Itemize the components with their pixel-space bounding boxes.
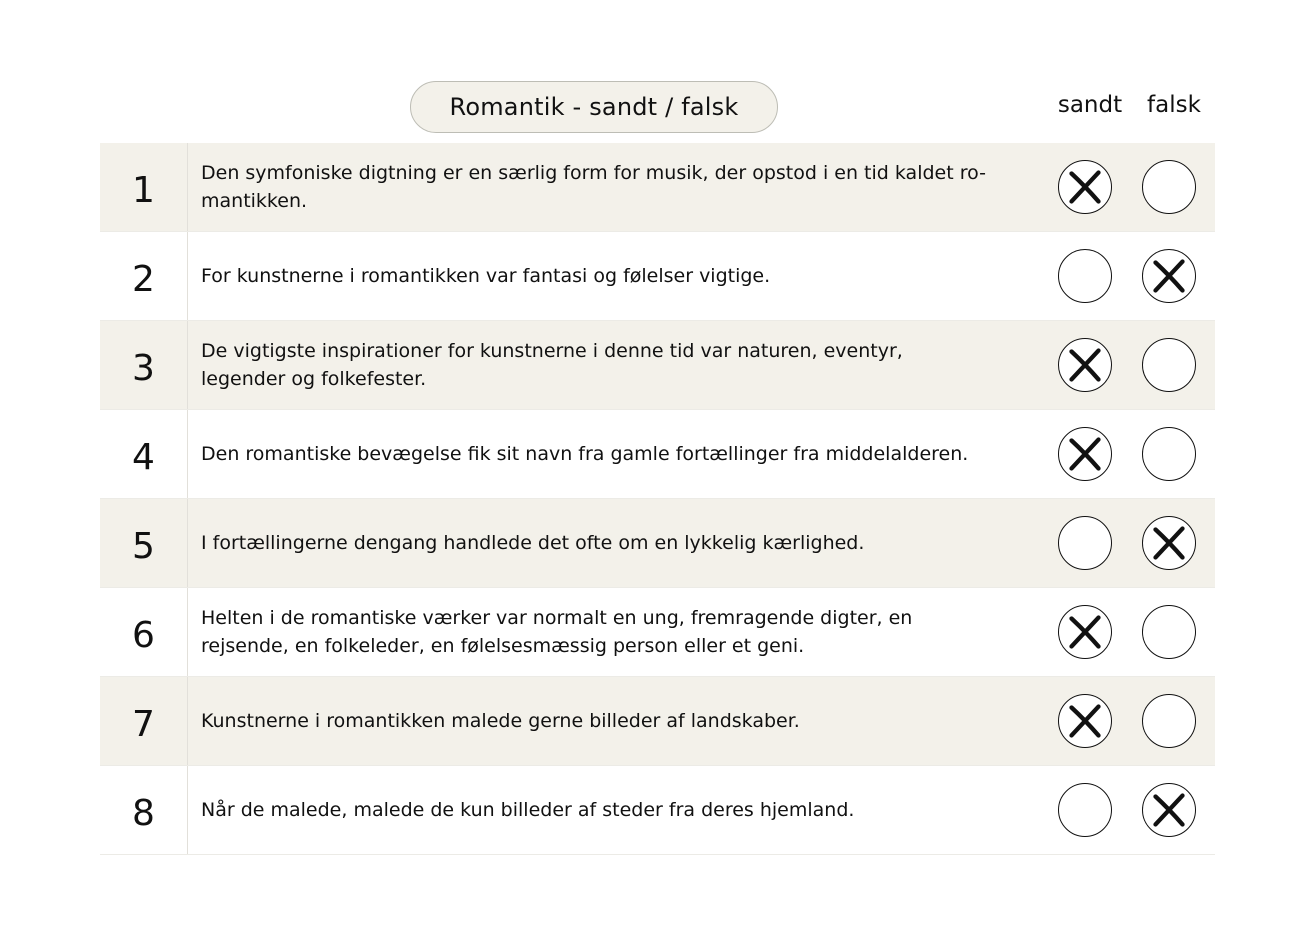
statement-text: For kunstnerne i romantikken var fantasi og følelser vigtige. [201, 265, 771, 287]
x-mark-icon [1143, 250, 1195, 302]
x-mark-icon [1059, 606, 1111, 658]
falsk-checkbox[interactable] [1142, 605, 1196, 659]
column-header-falsk: falsk [1147, 92, 1201, 118]
statement-number: 2 [100, 232, 188, 320]
statement-row [100, 588, 1215, 677]
statement-number: 6 [100, 588, 188, 676]
x-mark-icon [1059, 695, 1111, 747]
falsk-checkbox[interactable] [1142, 783, 1196, 837]
sandt-checkbox[interactable] [1058, 249, 1112, 303]
falsk-checkbox[interactable] [1142, 516, 1196, 570]
sandt-checkbox[interactable] [1058, 516, 1112, 570]
statement-row [100, 677, 1215, 766]
column-header-sandt: sandt [1057, 92, 1123, 118]
statement-text: Den symfoniske digtning er en særlig form for musik, der opstod i en tid kaldet ro- mantikken. [201, 162, 986, 212]
statement-row [100, 499, 1215, 588]
falsk-checkbox[interactable] [1142, 249, 1196, 303]
statement-text: I fortællingerne dengang handlede det ofte om en lykkelig kærlighed. [201, 532, 865, 554]
sandt-checkbox[interactable] [1058, 694, 1112, 748]
statement-row [100, 143, 1215, 232]
x-mark-icon [1059, 161, 1111, 213]
sandt-checkbox[interactable] [1058, 427, 1112, 481]
statement-number: 5 [100, 499, 188, 587]
statement-number: 4 [100, 410, 188, 498]
sandt-checkbox[interactable] [1058, 783, 1112, 837]
statement-row [100, 321, 1215, 410]
statement-number: 8 [100, 766, 188, 854]
statement-row [100, 766, 1215, 855]
statement-number: 7 [100, 677, 188, 765]
worksheet-title: Romantik - sandt / falsk [410, 81, 778, 133]
statement-row [100, 410, 1215, 499]
sandt-checkbox[interactable] [1058, 338, 1112, 392]
falsk-checkbox[interactable] [1142, 338, 1196, 392]
statement-text: Når de malede, malede de kun billeder af steder fra deres hjemland. [201, 799, 855, 821]
sandt-checkbox[interactable] [1058, 605, 1112, 659]
sandt-checkbox[interactable] [1058, 160, 1112, 214]
statement-text: De vigtigste inspirationer for kunstnerne i denne tid var naturen, eventyr, legender og folkefester. [201, 340, 903, 390]
statement-number: 3 [100, 321, 188, 409]
statement-number: 1 [100, 143, 188, 231]
x-mark-icon [1143, 517, 1195, 569]
x-mark-icon [1143, 784, 1195, 836]
falsk-checkbox[interactable] [1142, 160, 1196, 214]
statement-row [100, 232, 1215, 321]
statement-text: Den romantiske bevægelse fik sit navn fra gamle fortællinger fra middelalderen. [201, 443, 969, 465]
statement-text: Helten i de romantiske værker var normalt en ung, fremragende digter, en rejsende, en folkeleder, en følelsesmæssig person eller et geni. [201, 607, 913, 657]
statements-table [100, 143, 1215, 855]
falsk-checkbox[interactable] [1142, 427, 1196, 481]
statement-text: Kunstnerne i romantikken malede gerne billeder af landskaber. [201, 710, 800, 732]
x-mark-icon [1059, 428, 1111, 480]
x-mark-icon [1059, 339, 1111, 391]
falsk-checkbox[interactable] [1142, 694, 1196, 748]
